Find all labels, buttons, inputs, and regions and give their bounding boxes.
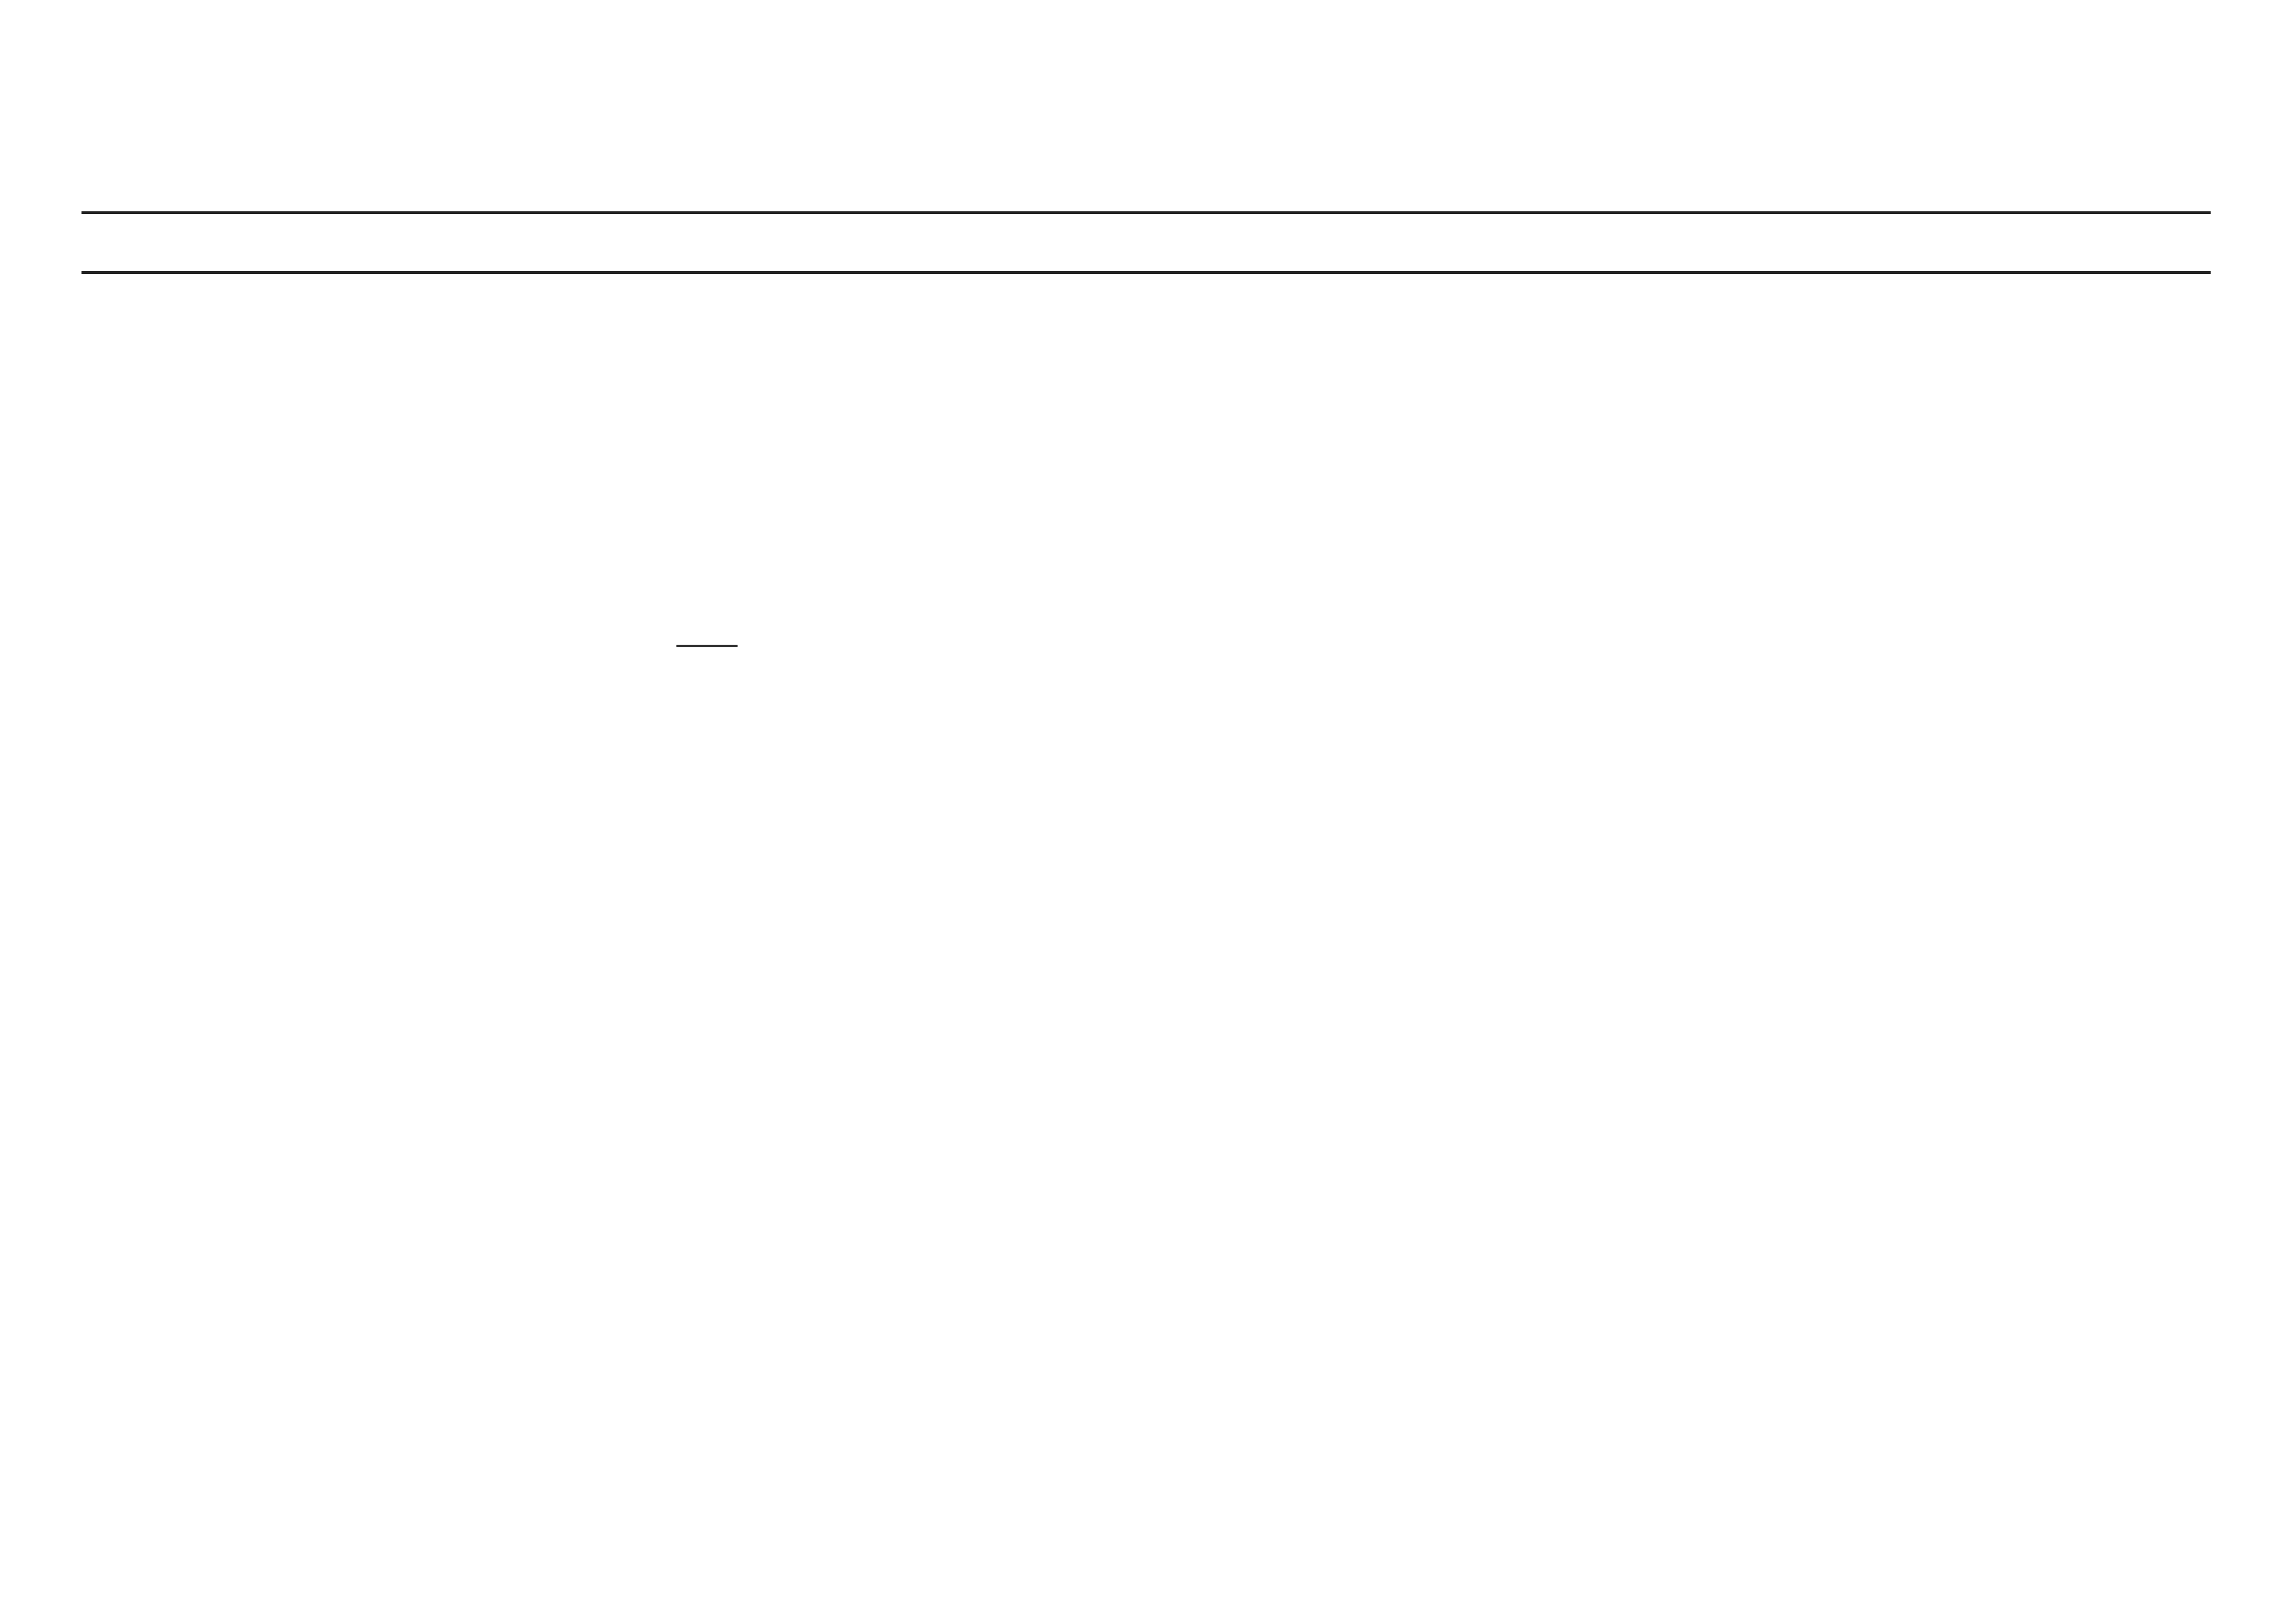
total-unit-bottom (676, 647, 738, 656)
table-top-rule (81, 211, 2211, 214)
table-header-rule (81, 271, 2211, 274)
total-unit-top (676, 643, 738, 647)
total-unit (676, 643, 738, 656)
